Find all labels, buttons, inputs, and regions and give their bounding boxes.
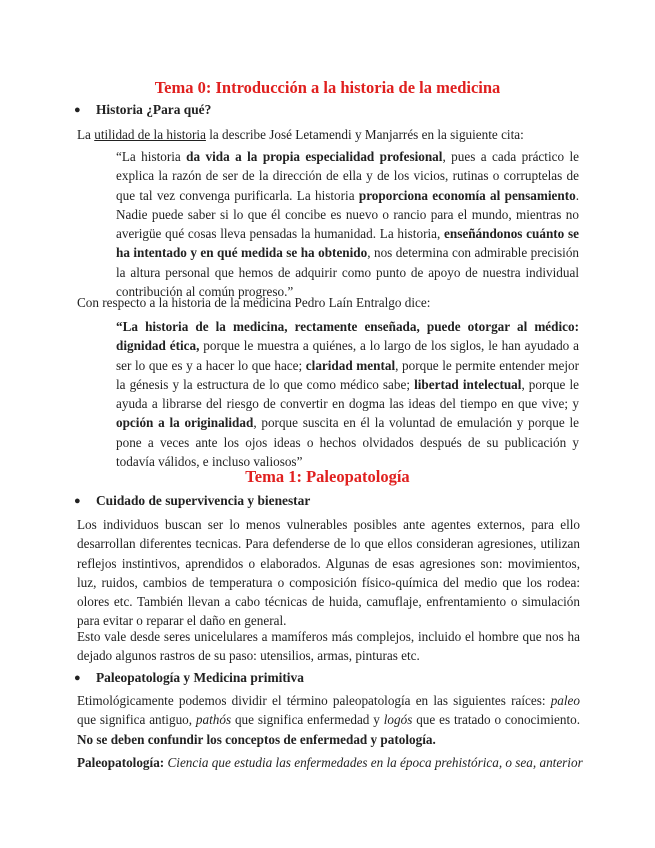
intro-paragraph: La utilidad de la historia la describe José Letamendi y Manjarrés en la siguiente cita: bbox=[77, 127, 524, 142]
bullet-label: Paleopatología y Medicina primitiva bbox=[96, 670, 304, 685]
bullet-icon: ● bbox=[74, 672, 81, 684]
underlined-phrase: utilidad de la historia bbox=[94, 127, 206, 142]
bullet-label: Cuidado de supervivencia y bienestar bbox=[96, 493, 311, 508]
bullet-cuidado-supervivencia bbox=[74, 492, 311, 510]
definition-text: Ciencia que estudia las enfermedades en la época prehistórica, o sea, anterior bbox=[164, 755, 583, 770]
lain-quote: “La historia de la medicina, rectamente enseñada, puede otorgar al médico: dignidad ética, porque le muestra a quiénes, a lo largo de los siglos, le han ayudado a ser lo que es y a hacer lo que hace; claridad mental, porque le permite entender mejor la génesis y la estructura de lo que como médico sabe; libertad intelectual, porque le ayuda a librarse del riesgo de convertir en dogma las ideas del tiempo en que vive; y opción a la originalidad, porque suscita en él la voluntad de emulación y porque le pone a veces ante los ojos ideas o hechos olvidados después de su publicación y todavía válidos, e incluso valiosos” bbox=[116, 319, 580, 470]
definicion-paragraph bbox=[77, 753, 583, 772]
etimologia-paragraph: Etimológicamente podemos dividir el término paleopatología en las siguientes raíces: paleo que significa antiguo, pathós que significa enfermedad y logós que es tratado o conocimiento. No se deben confundir los conceptos de enfermedad y patología. bbox=[77, 693, 580, 747]
bullet-icon: ● bbox=[74, 495, 81, 507]
supervivencia-paragraph: Los individuos buscan ser lo menos vulnerables posibles ante agentes externos, para ello desarrollan diferentes tecnicas. Para defenderse de lo que ellos consideran agresiones, utilizan reflejos instintivos, aprendidos o elaborados. Algunas de esas agresiones son: movimientos, luz, ruidos, cambios de temperatura o composición físico-química del medio que los rodea: olores etc. También llevan a cabo técnicas de huida, camuflaje, enfrentamiento o simulación para evitar o reparar el daño en general. bbox=[77, 517, 580, 629]
tema0-title: Tema 0: Introducción a la historia de la medicina bbox=[154, 78, 501, 97]
letamendi-quote: “La historia da vida a la propia especialidad profesional, pues a cada práctico le explica la razón de ser de la dirección de ella y de los vicios, rutinas o corruptelas de que tal vez convenga purificarla. La historia proporciona economía al pensamiento. Nadie puede saber si lo que él concibe es nuevo o rancio para el mundo, mientras no averigüe qué cosas lleva pensadas la humanidad. La historia, enseñándonos cuánto se ha intentado y en qué medida se ha obtenido, nos determina con admirable precisión la altura personal que hemos de adquirir como punto de apoyo de nuestra individual contribución al común progreso.” bbox=[116, 149, 580, 300]
bullet-historia-para-que bbox=[74, 101, 212, 119]
bullet-label: Historia ¿Para qué? bbox=[96, 102, 212, 117]
lain-intro-paragraph: Con respecto a la historia de la medicina Pedro Laín Entralgo dice: bbox=[77, 295, 431, 310]
tema1-title: Tema 1: Paleopatología bbox=[245, 467, 410, 486]
definition-term: Paleopatología: bbox=[77, 755, 165, 770]
bullet-icon: ● bbox=[74, 104, 81, 116]
bullet-paleopatologia bbox=[74, 669, 304, 687]
unicelulares-paragraph: Esto vale desde seres unicelulares a mamíferos más complejos, incluido el hombre que nos ha dejado algunos rastros de su paso: utensilios, armas, pinturas etc. bbox=[77, 629, 580, 664]
